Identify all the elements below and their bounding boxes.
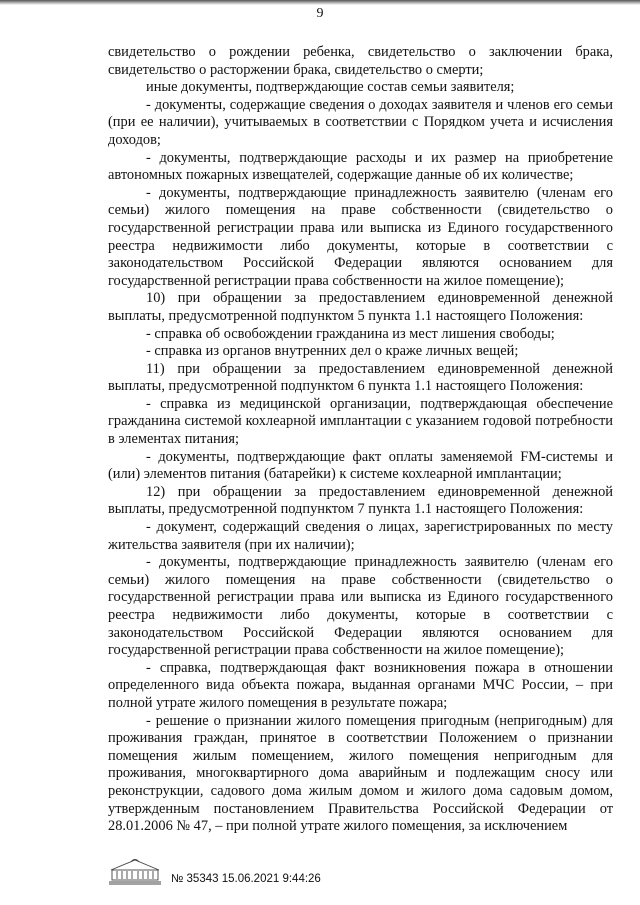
paragraph: 10) при обращении за предоставлением единовременной денежной выплаты, предусмотренной подпунктом 5 пункта 1.1 настоящего Положения: bbox=[108, 290, 613, 324]
paragraph: - документ, содержащий сведения о лицах, зарегистрированных по месту жительства заявителя (при их наличии); bbox=[108, 519, 613, 553]
paragraph: - справка об освобождении гражданина из мест лишения свободы; bbox=[146, 325, 555, 342]
paragraph: - справка, подтверждающая факт возникновения пожара в отношении определенного вида объекта пожара, выданная органами МЧС России, – при полной утрате жилого помещения в результате пожара; bbox=[108, 659, 613, 711]
paragraph: - документы, подтверждающие принадлежность заявителю (членам его семьи) жилого помещения на праве собственности (свидетельство о государственной регистрации права или выписка из Единого государственного реестра недвижимости либо документы, которые в соответствии с законодательством Российской Федерации являются основанием для государственной регистрации права собственности на жилое помещение); bbox=[108, 184, 613, 289]
paragraph: - справка из органов внутренних дел о краже личных вещей; bbox=[146, 343, 519, 360]
paragraph: 11) при обращении за предоставлением единовременной денежной выплаты, предусмотренной подпунктом 6 пункта 1.1 настоящего Положения: bbox=[108, 360, 613, 395]
paragraph: - справка из медицинской организации, подтверждающая обеспечение гражданина системой кохлеарной имплантации с указанием годовой потребности в элементах питания; bbox=[108, 395, 613, 448]
paragraph: - документы, содержащие сведения о доходах заявителя и членов его семьи (при ее наличии), учитываемых в соответствии с Порядком учета и исчисления доходов; bbox=[108, 96, 613, 148]
paragraph: свидетельство о рождении ребенка, свидетельство о заключении брака, свидетельство о расторжении брака, свидетельство о смерти; bbox=[108, 44, 613, 78]
paragraph: - документы, подтверждающие факт оплаты заменяемой FM-системы и (или) элементов питания (батарейки) к системе кохлеарной имплантации; bbox=[108, 448, 613, 483]
page-number: 9 bbox=[316, 6, 324, 21]
paragraph: - решение о признании жилого помещения пригодным (непригодным) для проживания граждан, принятое в соответствии Положением о признании помещения жилым помещением, жилого помещения непригодным для проживания, многоквартирного дома аварийным и подлежащим сносу или реконструкции, садового дома жилым домом и жилого дома садовым домом, утвержденным постановлением Правительства Российской Федерации от 28.01.2006 № 47, – при полной утрате жилого помещения, за исключением bbox=[108, 712, 613, 835]
document-stamp: № 35343 15.06.2021 9:44:26 bbox=[171, 873, 321, 885]
paragraph: - документы, подтверждающие принадлежность заявителю (членам его семьи) жилого помещения на праве собственности (свидетельство о государственной регистрации права или выписка из Единого государственного реестра недвижимости либо документы, которые в соответствии с законодательством Российской Федерации являются основанием для государственной регистрации права собственности на жилое помещение); bbox=[108, 554, 613, 659]
document-body bbox=[108, 44, 613, 836]
paragraph: иные документы, подтверждающие состав семьи заявителя; bbox=[146, 79, 515, 96]
document-footer bbox=[107, 857, 407, 897]
paragraph: - документы, подтверждающие расходы и их размер на приобретение автономных пожарных извещателей, содержащие данные об их количестве; bbox=[108, 149, 613, 184]
paragraph: 12) при обращении за предоставлением единовременной денежной выплаты, предусмотренной подпунктом 7 пункта 1.1 настоящего Положения: bbox=[108, 483, 613, 518]
scan-edge bbox=[0, 0, 640, 5]
building-logo-icon bbox=[107, 857, 163, 885]
